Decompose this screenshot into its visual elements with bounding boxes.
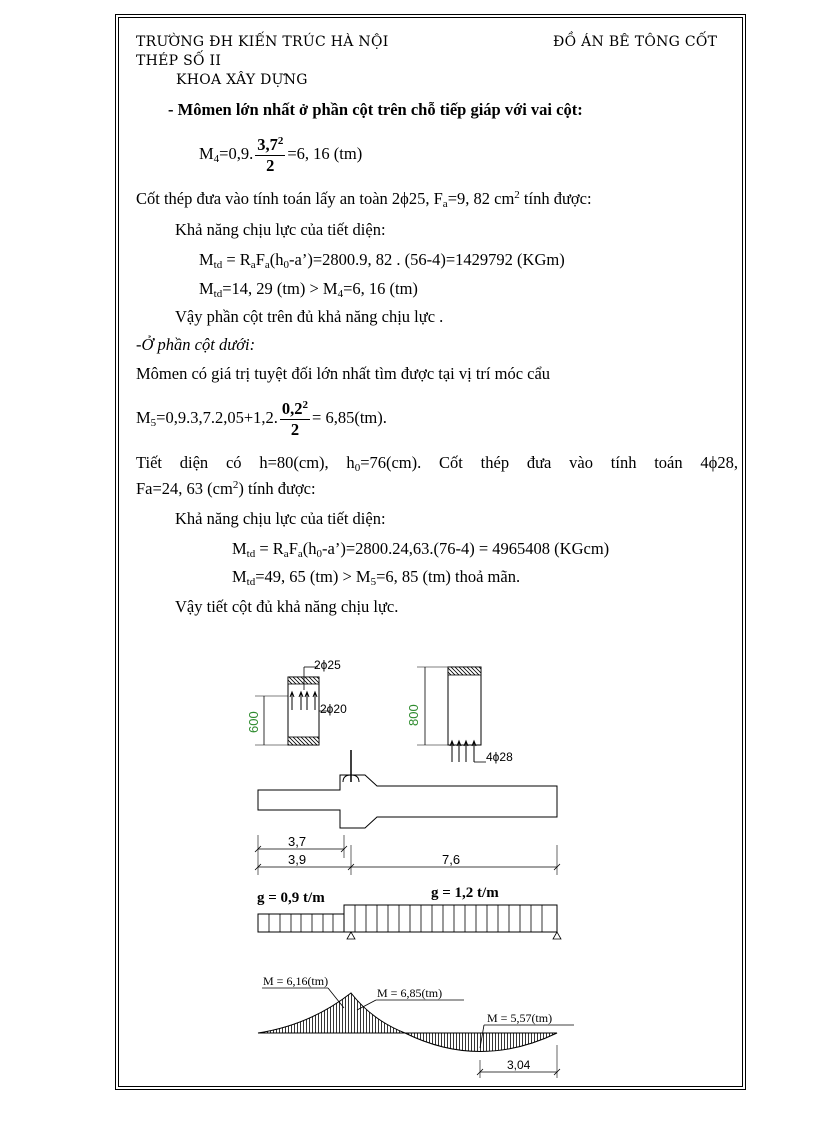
text-line-3: Cốt thép đưa vào tính toán lấy an toàn 2ϕ25, $F_a=9$, 82 $cm^2$ tính được:	[136, 189, 592, 210]
load-left-label: g = 0,9 t/m	[257, 890, 325, 906]
header-faculty: KHOA XÂY DỰNG	[176, 72, 308, 88]
header-project: ĐỒ ÁN BÊ TÔNG CỐT	[553, 34, 718, 50]
text-line-7: Vậy phần cột trên đủ khả năng chịu lực .	[175, 307, 444, 326]
section-upper	[246, 658, 347, 745]
dim-3-9: 3,9	[288, 852, 307, 867]
header-school: TRƯỜNG ĐH KIẾN TRÚC HÀ NỘI	[136, 34, 389, 50]
moment-label-1: M = 6,16(tm)	[263, 974, 329, 988]
text-line-8: -Ở phần cột dưới:	[136, 335, 256, 354]
label-2phi25: 2ϕ25	[314, 658, 341, 672]
label-600: 600	[246, 711, 261, 733]
dim-7-6: 7,6	[442, 852, 461, 867]
load-diagram	[257, 885, 561, 939]
text-line-4: Khả năng chịu lực của tiết diện:	[175, 220, 386, 239]
header-project-cont: THÉP SỐ II	[136, 53, 222, 69]
section-lower	[406, 667, 513, 764]
label-4phi28: 4ϕ28	[486, 750, 513, 764]
moment-label-2: M = 6,85(tm)	[377, 986, 443, 1000]
dim-3-04: 3,04	[507, 1058, 531, 1072]
text-line-12: Fa=24, 63 $(cm^2)$ tính được:	[136, 479, 316, 498]
label-800: 800	[406, 704, 421, 726]
formula-mtd-2: $M_{td}=14$, 29 $(tm) > M_4=6$, 16 (tm)	[199, 279, 418, 300]
label-2phi20: 2ϕ20	[320, 702, 347, 716]
formula-mtd-4: $M_{td}=49$, 65 $(tm) > M_5=6$, 85 (tm) thoả mãn.	[232, 567, 521, 588]
formula-m4: $M_4=0,9$. $\frac{3,7^2}{2}$ =6, 16 (tm)	[199, 134, 363, 175]
text-line-11: Tiết diện có h=80(cm), $h_0=76(cm)$. Cốt thép đưa vào tính toán 4ϕ28,	[136, 453, 738, 474]
load-right-label: g = 1,2 t/m	[431, 885, 499, 901]
moment-label-3: M = 5,57(tm)	[487, 1011, 553, 1025]
text-line-13: Khả năng chịu lực của tiết diện:	[175, 509, 386, 528]
formula-mtd-3: $M_{td}$ = $R_aF_a(h_0-a’)=2800.24,63.(76-4) = 4965408$ (KGcm)	[232, 539, 610, 560]
text-line-9: Mômen có giá trị tuyệt đối lớn nhất tìm được tại vị trí móc cẩu	[136, 364, 551, 383]
text-line-16: Vậy tiết cột đủ khả năng chịu lực.	[175, 597, 399, 616]
formula-mtd-1: $M_{td}$ = $R_aF_a(h_0-a’)=2800.9$, 82 . (56-4)=1429792 (KGm)	[199, 250, 565, 271]
dimensions	[255, 834, 560, 875]
formula-m5: $M_5=0,9.3,7.2,05+1,2$. $\frac{0,2^2}{2}$ = 6,85(tm).	[136, 398, 387, 439]
text-line-1: - Mômen lớn nhất ở phần cột trên chỗ tiếp giáp với vai cột:	[168, 100, 583, 119]
moment-diagram	[258, 974, 574, 1078]
dim-3-7: 3,7	[288, 834, 307, 849]
